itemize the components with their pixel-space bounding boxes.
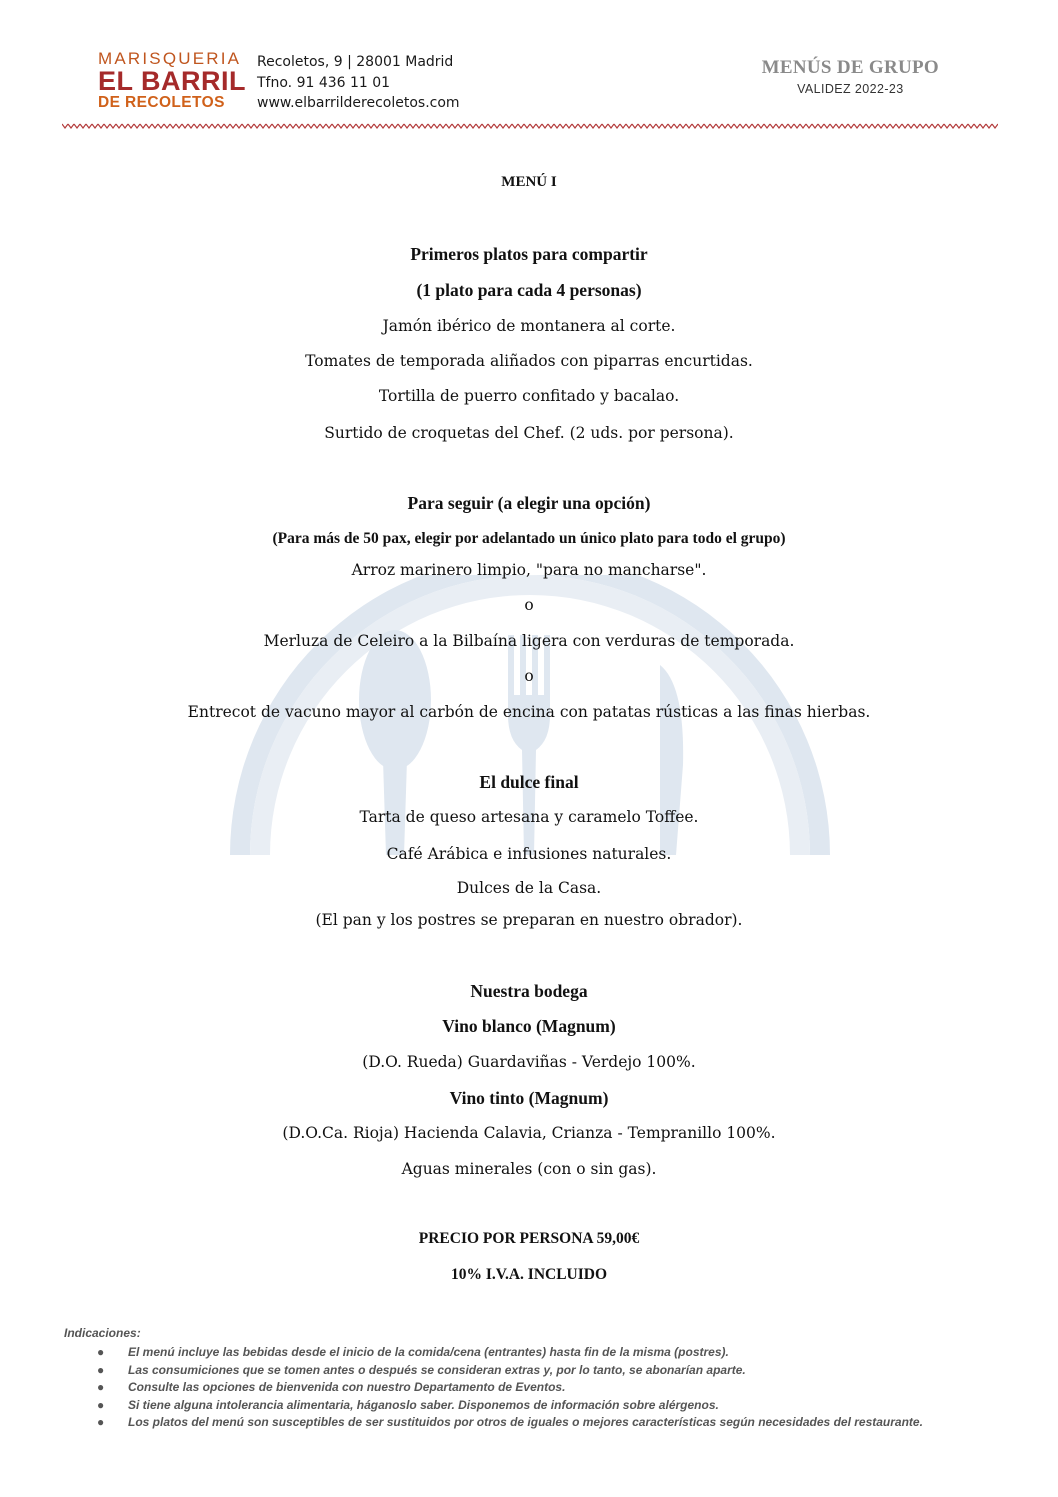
dessert-item: Dulces de la Casa. xyxy=(456,879,602,897)
red-wine-heading: Vino tinto (Magnum) xyxy=(449,1088,609,1108)
validity-text: VALIDEZ 2022-23 xyxy=(797,82,904,96)
list-item xyxy=(64,1397,964,1415)
water-item: Aguas minerales (con o sin gas). xyxy=(401,1160,657,1178)
bullet-icon: ● xyxy=(97,1345,105,1359)
wine-heading: Nuestra bodega xyxy=(470,981,588,1001)
starters-subheading: (1 plato para cada 4 personas) xyxy=(416,280,642,300)
website-link[interactable]: www.elbarrilderecoletos.com xyxy=(257,95,460,111)
starter-item: Jamón ibérico de montanera al corte. xyxy=(382,317,676,335)
mains-heading: Para seguir (a elegir una opción) xyxy=(407,493,651,513)
price-text: PRECIO POR PERSONA 59,00€ xyxy=(418,1230,640,1247)
white-wine-item: (D.O. Rueda) Guardaviñas - Verdejo 100%. xyxy=(362,1053,696,1071)
option-separator: o xyxy=(524,596,534,614)
phone-text: Tfno. 91 436 11 01 xyxy=(257,74,391,91)
list-item xyxy=(64,1414,964,1432)
note-text: Si tiene alguna intolerancia alimentaria, háganoslo saber. Disponemos de información sobre alérgenos. xyxy=(128,1397,719,1412)
logo-line-2: EL BARRIL xyxy=(98,66,247,96)
main-option: Merluza de Celeiro a la Bilbaína ligera con verduras de temporada. xyxy=(263,632,795,650)
address-text: Recoletos, 9 | 28001 Madrid xyxy=(257,54,454,70)
option-separator: o xyxy=(524,667,534,685)
logo-line-1: MARISQUERIA xyxy=(98,49,242,68)
bullet-icon: ● xyxy=(97,1380,105,1394)
white-wine-heading: Vino blanco (Magnum) xyxy=(442,1016,616,1036)
note-text: Consulte las opciones de bienvenida con nuestro Departamento de Eventos. xyxy=(128,1380,566,1394)
document-title-block xyxy=(762,57,939,96)
header-divider xyxy=(62,122,998,130)
main-option: Entrecot de vacuno mayor al carbón de encina con patatas rústicas a las finas hierbas. xyxy=(187,703,871,721)
vat-text: 10% I.V.A. INCLUIDO xyxy=(450,1266,608,1283)
starter-item: Tortilla de puerro confitado y bacalao. xyxy=(378,387,680,405)
bullet-icon: ● xyxy=(97,1415,105,1429)
menu-title: MENÚ I xyxy=(501,174,557,190)
dessert-item: Café Arábica e infusiones naturales. xyxy=(386,845,672,863)
bullet-icon: ● xyxy=(97,1362,105,1377)
red-wine-item: (D.O.Ca. Rioja) Hacienda Calavia, Crianza - Tempranillo 100%. xyxy=(282,1124,776,1142)
main-option: Arroz marinero limpio, "para no mancharse". xyxy=(351,561,707,579)
list-item xyxy=(64,1362,964,1380)
contact-block xyxy=(257,52,460,114)
note-text: Los platos del menú son susceptibles de ser sustituidos por otros de iguales o mejores características según necesidades del restaurante. xyxy=(128,1415,923,1429)
logo-line-3: DE RECOLETOS xyxy=(98,94,225,111)
note-text: Las consumiciones que se tomen antes o después se consideran extras y, por lo tanto, se abonarían aparte. xyxy=(128,1362,746,1377)
dessert-item: Tarta de queso artesana y caramelo Toffee. xyxy=(359,808,699,826)
starter-item: Tomates de temporada aliñados con piparras encurtidas. xyxy=(305,352,753,370)
document-title: MENÚS DE GRUPO xyxy=(761,57,939,78)
notes-section xyxy=(64,1326,964,1432)
mains-note: (Para más de 50 pax, elegir por adelantado un único plato para todo el grupo) xyxy=(272,530,786,547)
list-item xyxy=(64,1379,964,1397)
starter-item: Surtido de croquetas del Chef. (2 uds. por persona). xyxy=(324,424,734,442)
dessert-item: (El pan y los postres se preparan en nuestro obrador). xyxy=(315,911,743,929)
notes-list xyxy=(64,1344,964,1432)
dessert-heading: El dulce final xyxy=(479,772,579,792)
list-item xyxy=(64,1344,964,1362)
starters-heading: Primeros platos para compartir xyxy=(410,244,648,264)
restaurant-logo xyxy=(98,50,248,112)
bullet-icon: ● xyxy=(97,1397,105,1412)
notes-title: Indicaciones: xyxy=(64,1326,141,1340)
note-text: El menú incluye las bebidas desde el inicio de la comida/cena (entrantes) hasta fin de la misma (postres). xyxy=(128,1345,729,1359)
